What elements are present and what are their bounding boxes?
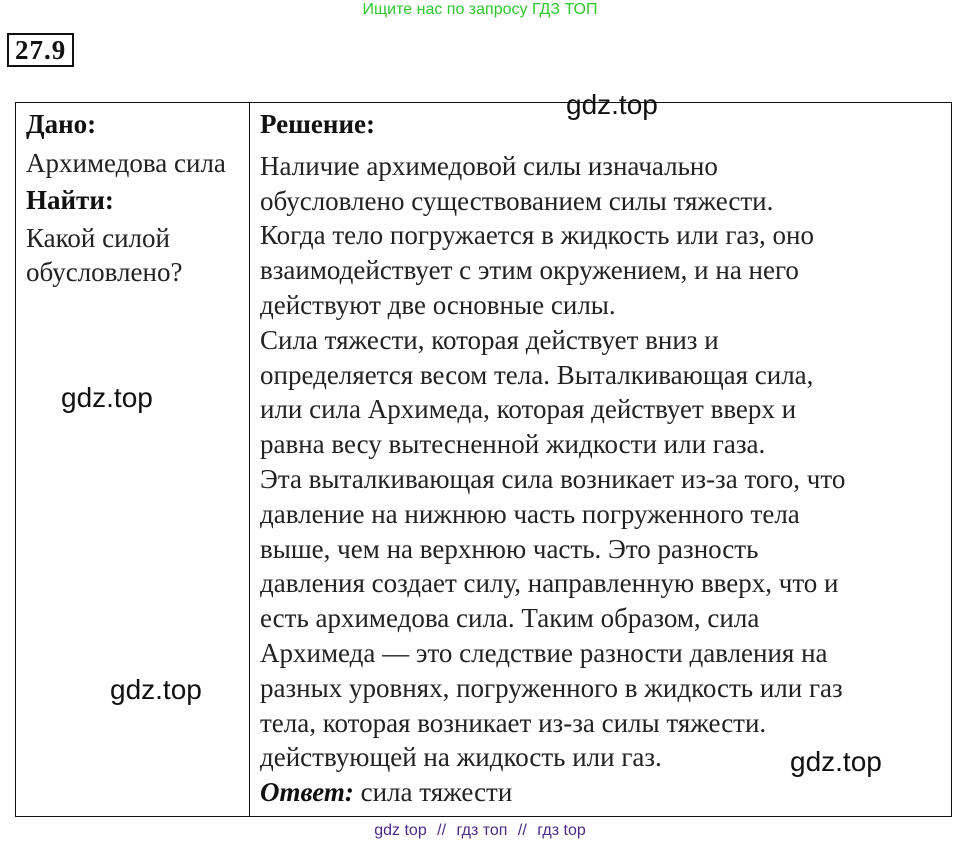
watermark-gdz: gdz.top <box>110 674 202 705</box>
footer-link-gdz-top-ru[interactable]: гдз топ <box>456 822 508 839</box>
top-banner: Ищите нас по запросу ГДЗ ТОП <box>362 1 598 18</box>
watermark-gdz: gdz.top <box>790 746 882 777</box>
watermark-gdz: gdz.top <box>61 382 153 413</box>
answer-value: сила тяжести <box>360 777 513 808</box>
solution-table <box>15 102 952 817</box>
watermark-gdz: gdz.top <box>566 89 658 120</box>
footer-links <box>0 822 960 840</box>
footer-link-gdz-top-mixed[interactable]: гдз top <box>537 822 586 839</box>
answer-label: Ответ: <box>260 777 354 808</box>
solution-text: Наличие архимедовой силы изначально обусловлено существованием силы тяжести. Когда тело погружается в жидкость или газ, оно взаимодействует с этим окружением, и на него действуют две основные силы. Сила тяжести, которая действует вниз и определяется весом тела. Выталкивающая сила, или сила Архимеда, которая действует вверх и равна весу вытесненной жидкости или газа. Эта выталкивающая сила возникает из-за того, что давление на нижнюю часть погруженного тела выше, чем на верхнюю часть. Это разность давления создает силу, направленную вверх, что и есть архимедова сила. Таким образом, сила Архимеда — это следствие разности давления на разных уровнях, погруженного в жидкость или газ тела, которая возникает из-за силы тяжести. действующей на жидкость или газ. <box>260 150 846 773</box>
solution-column <box>250 103 951 816</box>
answer-line <box>260 775 945 810</box>
find-label: Найти: <box>26 185 114 215</box>
task-number: 27.9 <box>7 33 74 67</box>
footer-separator: // <box>437 822 447 839</box>
given-column <box>16 103 250 816</box>
given-label: Дано: <box>26 109 97 139</box>
footer-link-gdz-top[interactable]: gdz top <box>374 822 427 839</box>
find-value: Какой силой обусловлено? <box>26 223 183 287</box>
footer-separator: // <box>517 822 527 839</box>
solution-label: Решение: <box>260 109 375 139</box>
given-value: Архимедова сила <box>26 148 226 178</box>
